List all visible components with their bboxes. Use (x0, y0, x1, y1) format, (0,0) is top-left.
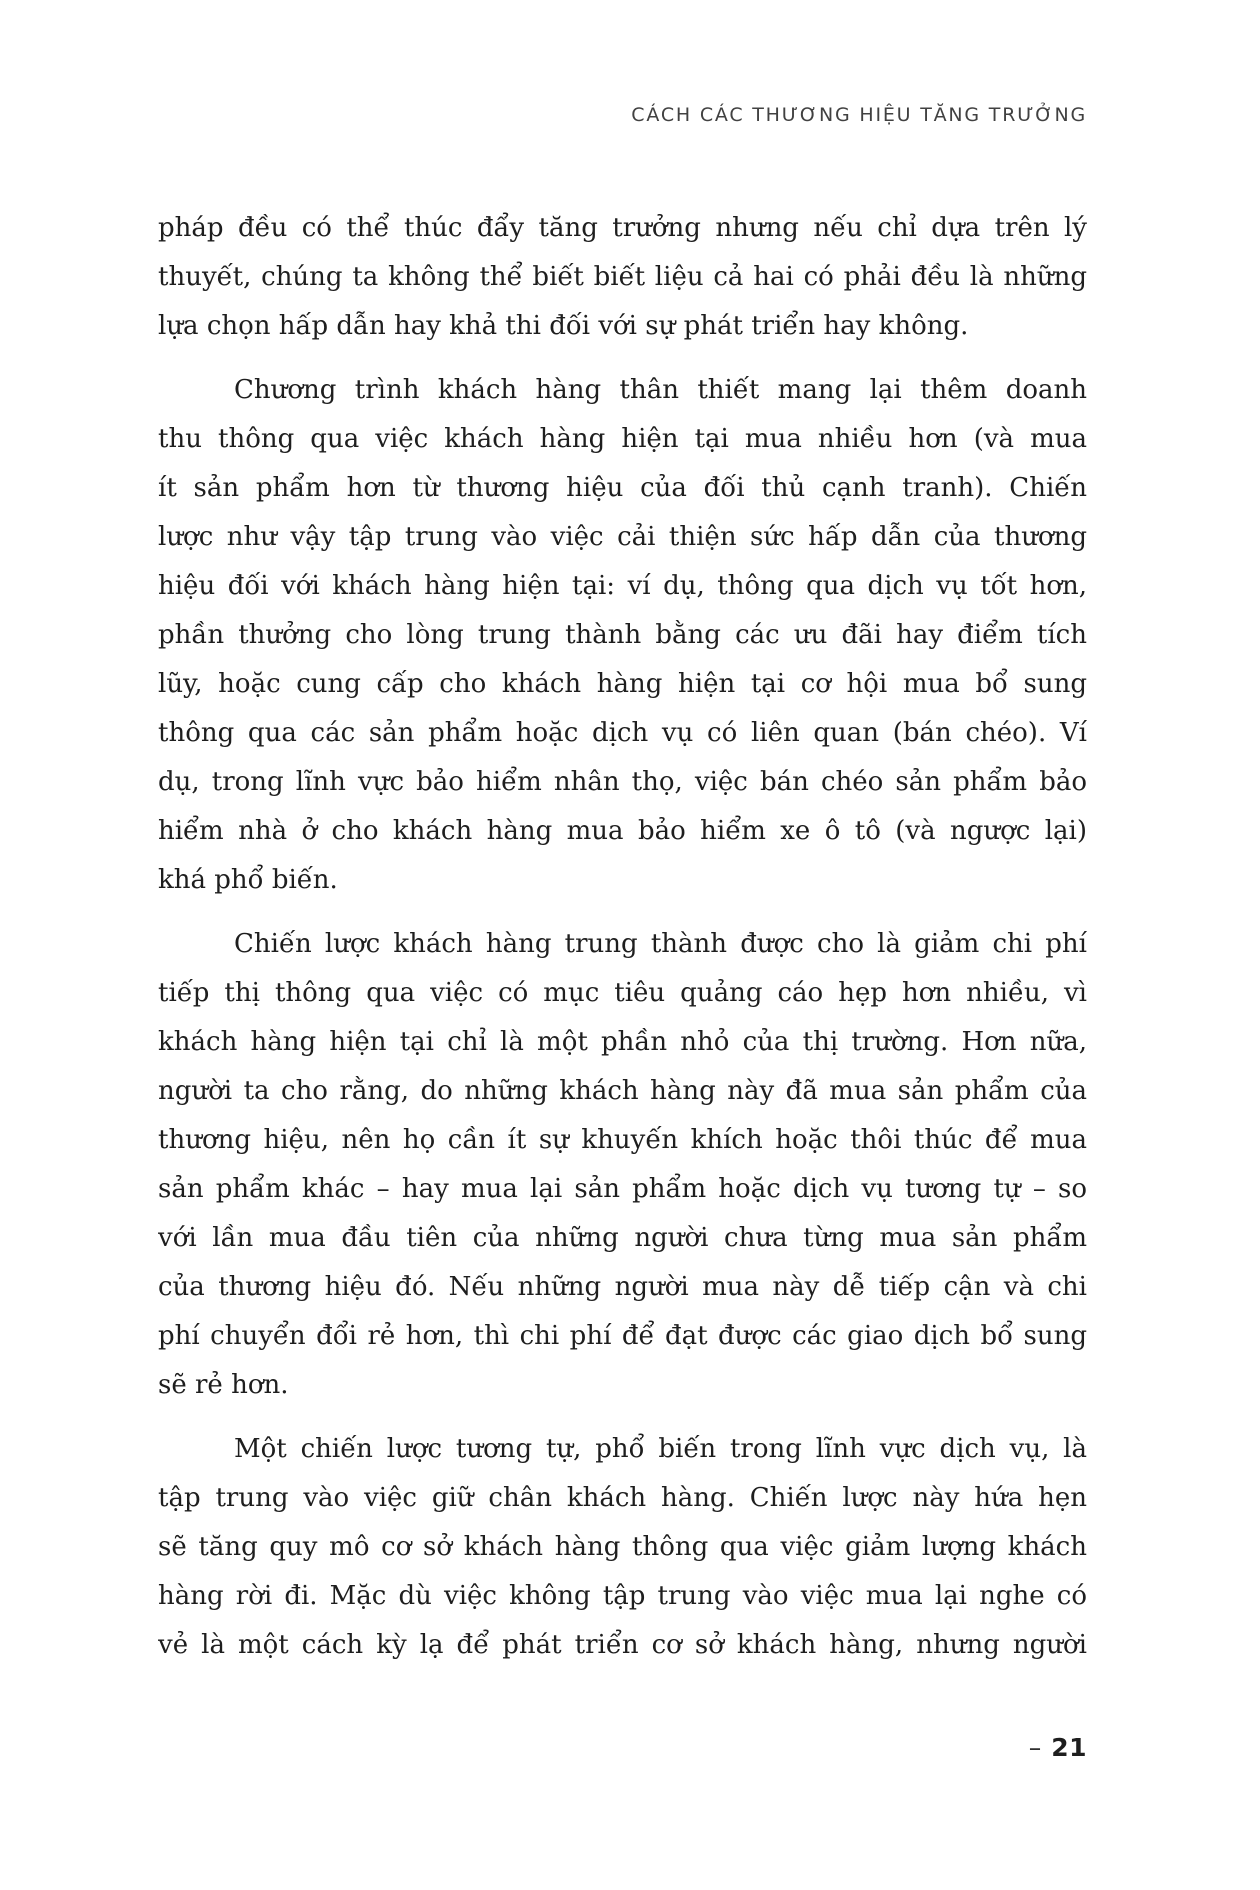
page-body (158, 204, 1087, 1670)
running-header: CÁCH CÁC THƯƠNG HIỆU TĂNG TRƯỞNG (631, 104, 1087, 126)
text-line: thương hiệu, nên họ cần ít sự khuyến khích hoặc thôi thúc để mua (158, 1125, 1087, 1155)
paragraph (158, 1425, 1087, 1670)
text-line: hiểm nhà ở cho khách hàng mua bảo hiểm xe ô tô (và ngược lại) (158, 816, 1087, 846)
text-line: Một chiến lược tương tự, phổ biến trong lĩnh vực dịch vụ, là (234, 1434, 1087, 1464)
text-line: hiệu đối với khách hàng hiện tại: ví dụ, thông qua dịch vụ tốt hơn, (158, 571, 1087, 601)
text-line: pháp đều có thể thúc đẩy tăng trưởng nhưng nếu chỉ dựa trên lý (158, 213, 1087, 243)
text-line: thuyết, chúng ta không thể biết biết liệu cả hai có phải đều là những (158, 262, 1087, 292)
text-line: dụ, trong lĩnh vực bảo hiểm nhân thọ, việc bán chéo sản phẩm bảo (158, 767, 1087, 797)
text-line: ít sản phẩm hơn từ thương hiệu của đối thủ cạnh tranh). Chiến (158, 473, 1087, 503)
text-line: lựa chọn hấp dẫn hay khả thi đối với sự phát triển hay không. (158, 311, 969, 341)
text-line: Chiến lược khách hàng trung thành được cho là giảm chi phí (234, 929, 1087, 959)
text-line: Chương trình khách hàng thân thiết mang lại thêm doanh (234, 375, 1087, 405)
text-line: sẽ tăng quy mô cơ sở khách hàng thông qua việc giảm lượng khách (158, 1532, 1087, 1562)
text-line: phần thưởng cho lòng trung thành bằng các ưu đãi hay điểm tích (158, 620, 1087, 650)
text-line: thông qua các sản phẩm hoặc dịch vụ có liên quan (bán chéo). Ví (158, 718, 1087, 748)
paragraph (158, 920, 1087, 1410)
text-line: người ta cho rằng, do những khách hàng này đã mua sản phẩm của (158, 1076, 1087, 1106)
text-line: sản phẩm khác – hay mua lại sản phẩm hoặc dịch vụ tương tự – so (158, 1174, 1087, 1204)
paragraph (158, 366, 1087, 905)
paragraph (158, 204, 1087, 351)
text-line: sẽ rẻ hơn. (158, 1370, 289, 1400)
text-line: tập trung vào việc giữ chân khách hàng. Chiến lược này hứa hẹn (158, 1483, 1087, 1513)
text-line: vẻ là một cách kỳ lạ để phát triển cơ sở khách hàng, nhưng người (158, 1630, 1087, 1660)
footer-dash: – (1028, 1733, 1042, 1762)
text-line: hàng rời đi. Mặc dù việc không tập trung vào việc mua lại nghe có (158, 1581, 1087, 1611)
text-line: thu thông qua việc khách hàng hiện tại mua nhiều hơn (và mua (158, 424, 1087, 454)
text-line: với lần mua đầu tiên của những người chưa từng mua sản phẩm (158, 1223, 1087, 1253)
text-line: khách hàng hiện tại chỉ là một phần nhỏ của thị trường. Hơn nữa, (158, 1027, 1087, 1057)
text-line: phí chuyển đổi rẻ hơn, thì chi phí để đạt được các giao dịch bổ sung (158, 1321, 1087, 1351)
text-line: của thương hiệu đó. Nếu những người mua này dễ tiếp cận và chi (158, 1272, 1087, 1302)
page-number: 21 (1051, 1733, 1087, 1762)
text-line: khá phổ biến. (158, 865, 338, 895)
text-line: lũy, hoặc cung cấp cho khách hàng hiện tại cơ hội mua bổ sung (158, 669, 1087, 699)
text-line: tiếp thị thông qua việc có mục tiêu quảng cáo hẹp hơn nhiều, vì (158, 978, 1087, 1008)
page-footer (158, 1733, 1087, 1763)
text-line: lược như vậy tập trung vào việc cải thiện sức hấp dẫn của thương (158, 522, 1087, 552)
